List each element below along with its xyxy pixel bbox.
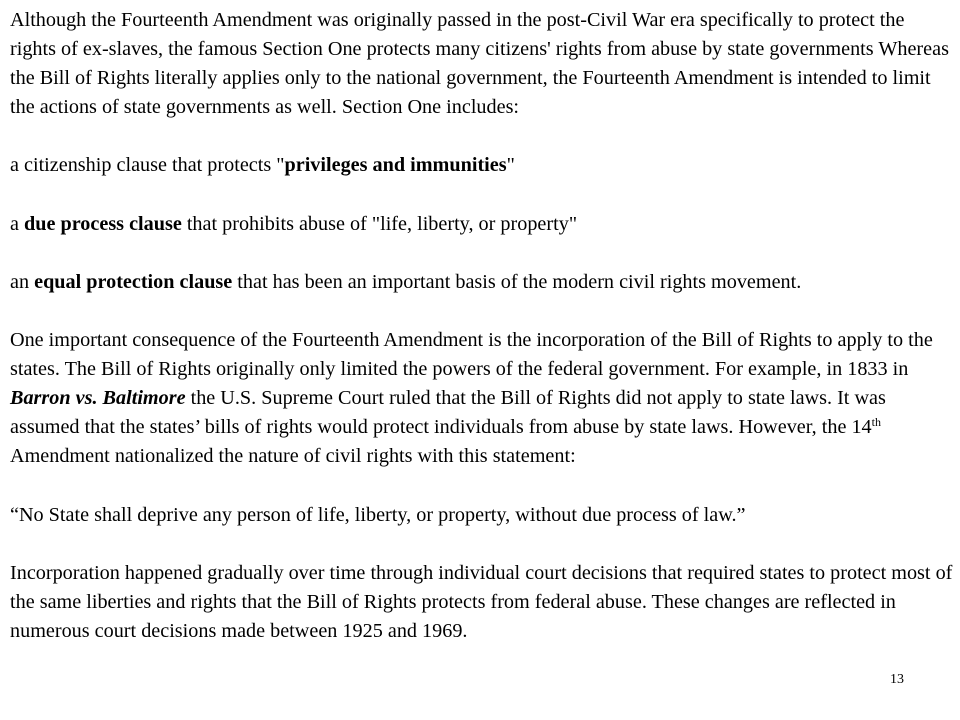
- ordinal-superscript: th: [871, 415, 881, 430]
- barron-vs-baltimore-case-name: Barron vs. Baltimore: [10, 387, 186, 410]
- slide-body-text: [10, 6, 955, 646]
- incorporation-text-part-3: Amendment nationalized the nature of civil rights with this statement:: [10, 445, 576, 468]
- paragraph-citizenship-clause: [10, 151, 955, 180]
- due-process-prefix: a: [10, 212, 25, 235]
- due-process-term: due process clause: [24, 212, 182, 235]
- paragraph-incorporation: [10, 326, 955, 471]
- equal-protection-suffix: that has been an important basis of the modern civil rights movement.: [232, 270, 802, 293]
- paragraph-gradual-incorporation: Incorporation happened gradually over time through individual court decisions that required states to protect most of the same liberties and rights that the Bill of Rights protects from federal abuse. These changes are reflected in numerous court decisions made between 1925 and 1969.: [10, 561, 953, 642]
- due-process-suffix: that prohibits abuse of "life, liberty, or property": [181, 212, 578, 235]
- citizenship-clause-prefix: a citizenship clause that protects ": [10, 154, 285, 177]
- citizenship-clause-suffix: ": [506, 154, 515, 177]
- equal-protection-prefix: an: [10, 270, 35, 293]
- incorporation-text-part-1: One important consequence of the Fourteenth Amendment is the incorporation of the Bill of Rights to apply to the states. The Bill of Rights originally only limited the powers of the federal government. For example, in 1833 in: [10, 329, 933, 381]
- equal-protection-term: equal protection clause: [34, 270, 233, 293]
- paragraph-equal-protection-clause: [10, 268, 955, 297]
- privileges-and-immunities-term: privileges and immunities: [284, 154, 507, 177]
- paragraph-due-process-clause: [10, 210, 955, 239]
- incorporation-text-part-2: the U.S. Supreme Court ruled that the Bill of Rights did not apply to state laws. It was assumed that the states’ bills of rights would protect individuals from abuse by state laws. However, the 14: [10, 387, 886, 439]
- slide-number: 13: [890, 672, 904, 687]
- paragraph-due-process-quote: “No State shall deprive any person of life, liberty, or property, without due process of law.”: [10, 503, 746, 526]
- paragraph-intro: Although the Fourteenth Amendment was originally passed in the post-Civil War era specifically to protect the rights of ex-slaves, the famous Section One protects many citizens' rights from abuse by state governments Whereas the Bill of Rights literally applies only to the national government, the Fourteenth Amendment is intended to limit the actions of state governments as well. Section One includes:: [10, 9, 949, 119]
